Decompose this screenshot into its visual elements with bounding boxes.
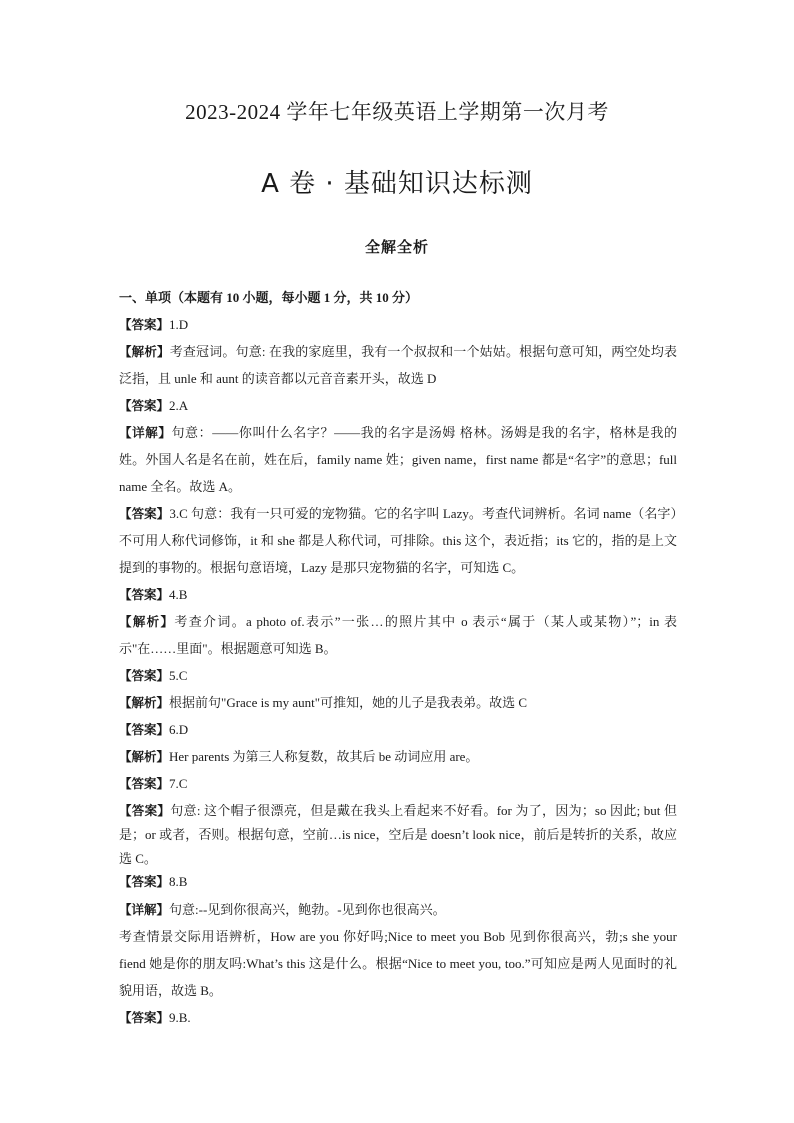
answer-item [119, 871, 677, 893]
explanation-item [119, 338, 677, 392]
item-text: 6.D [169, 722, 189, 737]
item-tag: 【详解】 [119, 902, 170, 917]
item-tag: 【答案】 [119, 317, 170, 332]
item-text: 考查冠词。句意: 在我的家庭里，我有一个叔叔和一个姑姑。根据句意可知，两空处均表泛指，且 unle 和 aunt 的读音都以元音音素开头，故选 D [119, 344, 677, 386]
answer-item [119, 581, 677, 608]
section-heading: 一、单项（本题有 10 小题，每小题 1 分，共 10 分） [119, 290, 419, 305]
document-title: 2023-2024 学年七年级英语上学期第一次月考 [185, 100, 609, 124]
item-text: 1.D [169, 317, 189, 332]
analysis-heading: 全解全析 [364, 238, 429, 256]
item-text: 8.B [169, 874, 188, 889]
item-text: 9.B. [169, 1010, 191, 1025]
item-text: 根据前句"Grace is my aunt"可推知，她的儿子是我表弟。故选 C [169, 695, 527, 710]
item-text: 句意：——你叫什么名字？——我的名字是汤姆 格林。汤姆是我的名字，格林是我的姓。外国人名是名在前，姓在后，family name 姓；given name，first name 都是“名字”的意思；full name 全名。故选 A。 [119, 425, 677, 494]
item-tag: 【答案】 [119, 722, 170, 737]
item-text: 2.A [169, 398, 189, 413]
item-tag: 【答案】 [119, 668, 170, 683]
explanation-paragraph [119, 923, 677, 1004]
item-tag: 【解析】 [119, 695, 170, 710]
item-text: 句意: 这个帽子很漂亮，但是戴在我头上看起来不好看。for 为了，因为；so 因此; but 但是；or 或者，否则。根据句意，空前…is nice，空后是 doesn’t look nice，前后是转折的关系，故应选 C。 [119, 803, 677, 866]
item-text: 3.C 句意：我有一只可爱的宠物猫。它的名字叫 Lazy。考查代词辨析。名词 name（名字）不可用人称代词修饰，it 和 she 都是人称代词，可排除。this 这个，表近指；its 它的，指的是上文提到的事物的。根据句意语境，Lazy 是那只宠物猫的名字，可知选 C。 [119, 506, 677, 575]
item-tag: 【答案】 [119, 587, 170, 602]
explanation-item [119, 743, 677, 770]
answer-item [119, 500, 677, 581]
item-text: 考查情景交际用语辨析，How are you 你好吗;Nice to meet you Bob 见到你很高兴，勃;s she your fiend 她是你的朋友吗:What’s this 这是什么。根据“Nice to meet you, too.”可知应是两人见面时的礼貌用语，故选 B。 [119, 929, 677, 998]
item-tag: 【解析】 [119, 614, 175, 629]
explanation-item [119, 608, 677, 662]
explanation-item [119, 896, 677, 923]
explanation-item [119, 689, 677, 716]
item-text: 句意:--见到你很高兴，鲍勃。-见到你也很高兴。 [169, 902, 446, 917]
answer-item [119, 662, 677, 689]
item-text: 考查介词。a photo of.表示”一张…的照片其中 o 表示“属于（某人或某物）”；in 表示"在……里面"。根据题意可知选 B。 [119, 614, 677, 656]
item-text: Her parents 为第三人称复数，故其后 be 动词应用 are。 [169, 749, 479, 764]
item-tag: 【答案】 [119, 1010, 170, 1025]
item-tag: 【答案】 [119, 803, 171, 818]
answer-body [119, 284, 677, 1031]
item-tag: 【答案】 [119, 874, 170, 889]
item-tag: 【答案】 [119, 776, 170, 791]
item-tag: 【答案】 [119, 506, 170, 521]
answer-item [119, 1004, 677, 1031]
item-tag: 【解析】 [119, 749, 170, 764]
item-tag: 【答案】 [119, 398, 170, 413]
answer-item [119, 392, 677, 419]
explanation-item [119, 419, 677, 500]
item-text: 4.B [169, 587, 188, 602]
item-tag: 【详解】 [119, 425, 172, 440]
item-tag: 【解析】 [119, 344, 170, 359]
explanation-item [119, 799, 677, 871]
answer-item [119, 770, 677, 797]
item-text: 7.C [169, 776, 188, 791]
document-subtitle: A 卷 · 基础知识达标测 [261, 169, 533, 199]
answer-item [119, 716, 677, 743]
answer-item [119, 311, 677, 338]
item-text: 5.C [169, 668, 188, 683]
